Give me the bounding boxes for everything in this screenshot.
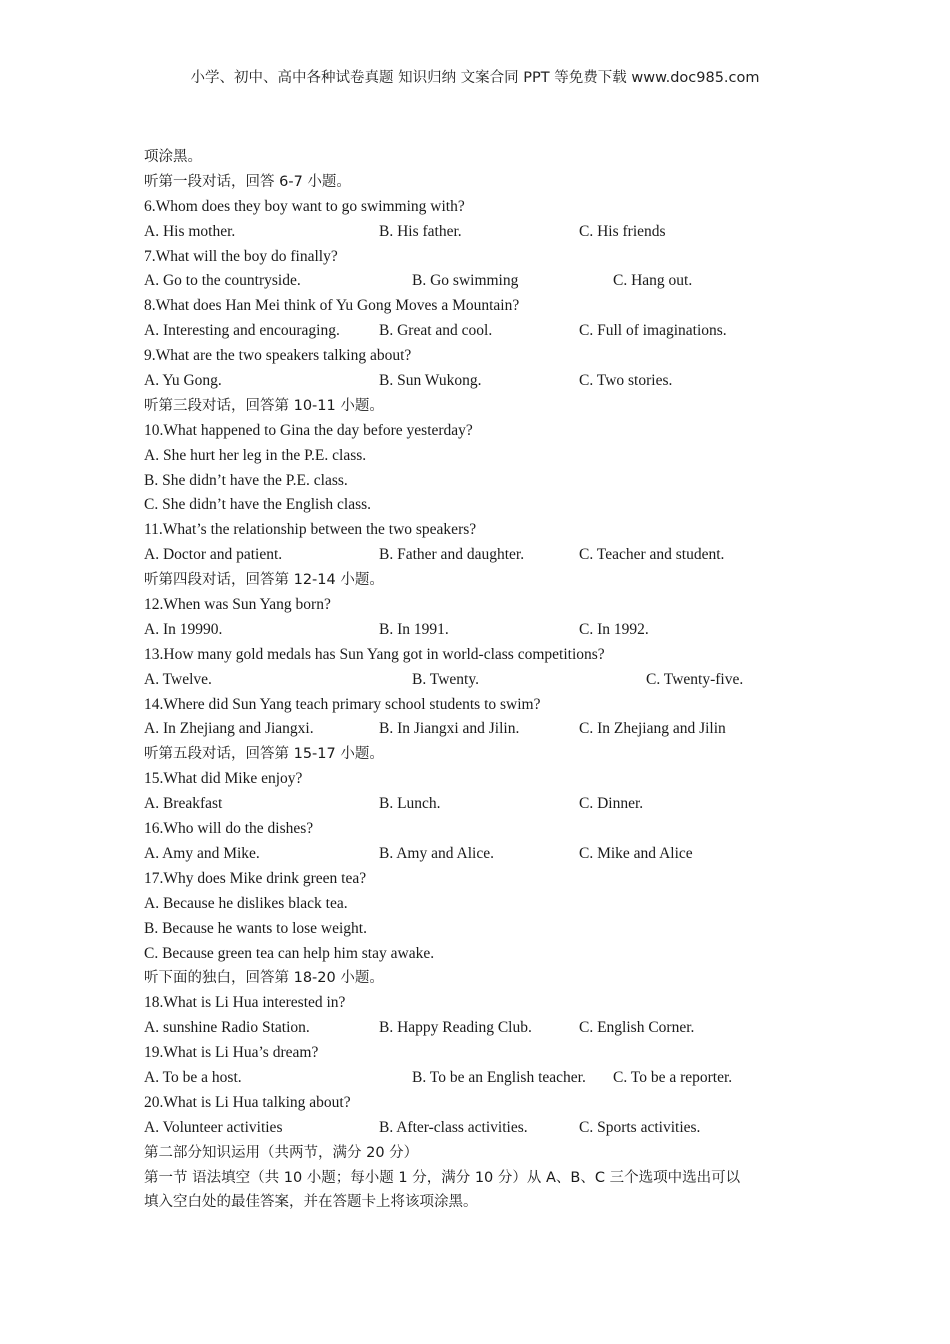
- question-18-options: [144, 1016, 824, 1041]
- page-header: 小学、初中、高中各种试卷真题 知识归纳 文案合同 PPT 等免费下载 www.doc985.com: [190, 70, 760, 86]
- option-b: B. Father and daughter.: [379, 546, 525, 564]
- section-instruction: 听第四段对话，回答第 12-14 小题。: [144, 572, 384, 589]
- exam-content: [144, 145, 824, 1215]
- option-c: C. Two stories.: [579, 372, 673, 390]
- option-a: A. Yu Gong.: [144, 372, 222, 390]
- question-18: 18.What is Li Hua interested in?: [144, 994, 346, 1012]
- option-b: B. Amy and Alice.: [379, 844, 494, 862]
- question-7: 7.What will the boy do finally?: [144, 247, 338, 265]
- option-b: B. After-class activities.: [379, 1118, 528, 1136]
- option-c: C. In 1992.: [579, 620, 649, 638]
- question-6-options: [144, 220, 824, 245]
- option-b: B. Because he wants to lose weight.: [144, 919, 367, 937]
- option-a: A. Because he dislikes black tea.: [144, 894, 348, 912]
- option-c: C. Because green tea can help him stay awake.: [144, 944, 435, 962]
- question-15: 15.What did Mike enjoy?: [144, 770, 303, 788]
- question-20: 20.What is Li Hua talking about?: [144, 1093, 351, 1111]
- option-a: A. Twelve.: [144, 670, 212, 688]
- question-9-options: [144, 369, 824, 394]
- question-20-options: [144, 1116, 824, 1141]
- question-6: 6.Whom does they boy want to go swimming with?: [144, 197, 465, 215]
- option-c: C. Hang out.: [613, 272, 693, 290]
- option-c: C. Sports activities.: [579, 1118, 701, 1136]
- question-7-options: [144, 269, 824, 294]
- option-b: B. His father.: [379, 222, 462, 240]
- option-a: A. Doctor and patient.: [144, 546, 283, 564]
- section-instruction-continued: 填入空白处的最佳答案，并在答题卡上将该项涂黑。: [144, 1194, 478, 1211]
- option-a: A. Breakfast: [144, 795, 223, 813]
- section-instruction: 听第三段对话，回答第 10-11 小题。: [144, 397, 384, 414]
- question-11-options: [144, 543, 824, 568]
- question-12-options: [144, 618, 824, 643]
- question-19-options: [144, 1066, 824, 1091]
- option-c: C. In Zhejiang and Jilin: [579, 720, 726, 738]
- question-11: 11.What’s the relationship between the two speakers?: [144, 521, 477, 539]
- question-16-options: [144, 842, 824, 867]
- option-c: C. Teacher and student.: [579, 546, 725, 564]
- section-instruction: 听第五段对话，回答第 15-17 小题。: [144, 746, 384, 763]
- part-heading: 第二部分知识运用（共两节，满分 20 分）: [144, 1144, 419, 1161]
- option-a: A. Volunteer activities: [144, 1118, 283, 1136]
- option-a: A. Interesting and encouraging.: [144, 322, 340, 340]
- option-a: A. Amy and Mike.: [144, 844, 260, 862]
- option-a: A. His mother.: [144, 222, 236, 240]
- question-14: 14.Where did Sun Yang teach primary school students to swim?: [144, 695, 541, 713]
- option-b: B. Great and cool.: [379, 322, 493, 340]
- option-c: C. Dinner.: [579, 795, 644, 813]
- question-12: 12.When was Sun Yang born?: [144, 596, 331, 614]
- option-b: B. To be an English teacher.: [412, 1068, 586, 1086]
- section-instruction: 听第一段对话，回答 6-7 小题。: [144, 173, 351, 190]
- option-b: B. Twenty.: [412, 670, 479, 688]
- option-b: B. In Jiangxi and Jilin.: [379, 720, 520, 738]
- section-instruction: 第一节 语法填空（共 10 小题；每小题 1 分，满分 10 分）从 A、B、C 三个选项中选出可以: [144, 1169, 741, 1186]
- option-b: B. Sun Wukong.: [379, 372, 482, 390]
- option-a: A. sunshine Radio Station.: [144, 1019, 310, 1037]
- option-c: C. Mike and Alice: [579, 844, 693, 862]
- option-a: A. She hurt her leg in the P.E. class.: [144, 446, 367, 464]
- intro-line: 项涂黑。: [144, 149, 202, 165]
- question-8-options: [144, 319, 824, 344]
- question-8: 8.What does Han Mei think of Yu Gong Moves a Mountain?: [144, 297, 520, 315]
- option-c: C. His friends: [579, 222, 666, 240]
- option-b: B. She didn’t have the P.E. class.: [144, 471, 348, 489]
- question-13: 13.How many gold medals has Sun Yang got in world-class competitions?: [144, 645, 605, 663]
- question-17: 17.Why does Mike drink green tea?: [144, 869, 367, 887]
- question-13-options: [144, 668, 824, 693]
- question-10: 10.What happened to Gina the day before yesterday?: [144, 421, 473, 439]
- option-b: B. Go swimming: [412, 272, 519, 290]
- option-a: A. Go to the countryside.: [144, 272, 301, 290]
- option-b: B. Lunch.: [379, 795, 441, 813]
- question-9: 9.What are the two speakers talking about?: [144, 347, 412, 365]
- option-b: B. In 1991.: [379, 620, 449, 638]
- option-c: C. Twenty-five.: [646, 670, 744, 688]
- option-c: C. To be a reporter.: [613, 1068, 733, 1086]
- question-15-options: [144, 792, 824, 817]
- question-16: 16.Who will do the dishes?: [144, 820, 314, 838]
- option-b: B. Happy Reading Club.: [379, 1019, 532, 1037]
- section-instruction: 听下面的独白，回答第 18-20 小题。: [144, 970, 384, 987]
- option-c: C. Full of imaginations.: [579, 322, 727, 340]
- option-c: C. English Corner.: [579, 1019, 695, 1037]
- question-19: 19.What is Li Hua’s dream?: [144, 1044, 319, 1062]
- question-14-options: [144, 717, 824, 742]
- option-c: C. She didn’t have the English class.: [144, 496, 372, 514]
- option-a: A. In 19990.: [144, 620, 223, 638]
- option-a: A. In Zhejiang and Jiangxi.: [144, 720, 314, 738]
- option-a: A. To be a host.: [144, 1068, 242, 1086]
